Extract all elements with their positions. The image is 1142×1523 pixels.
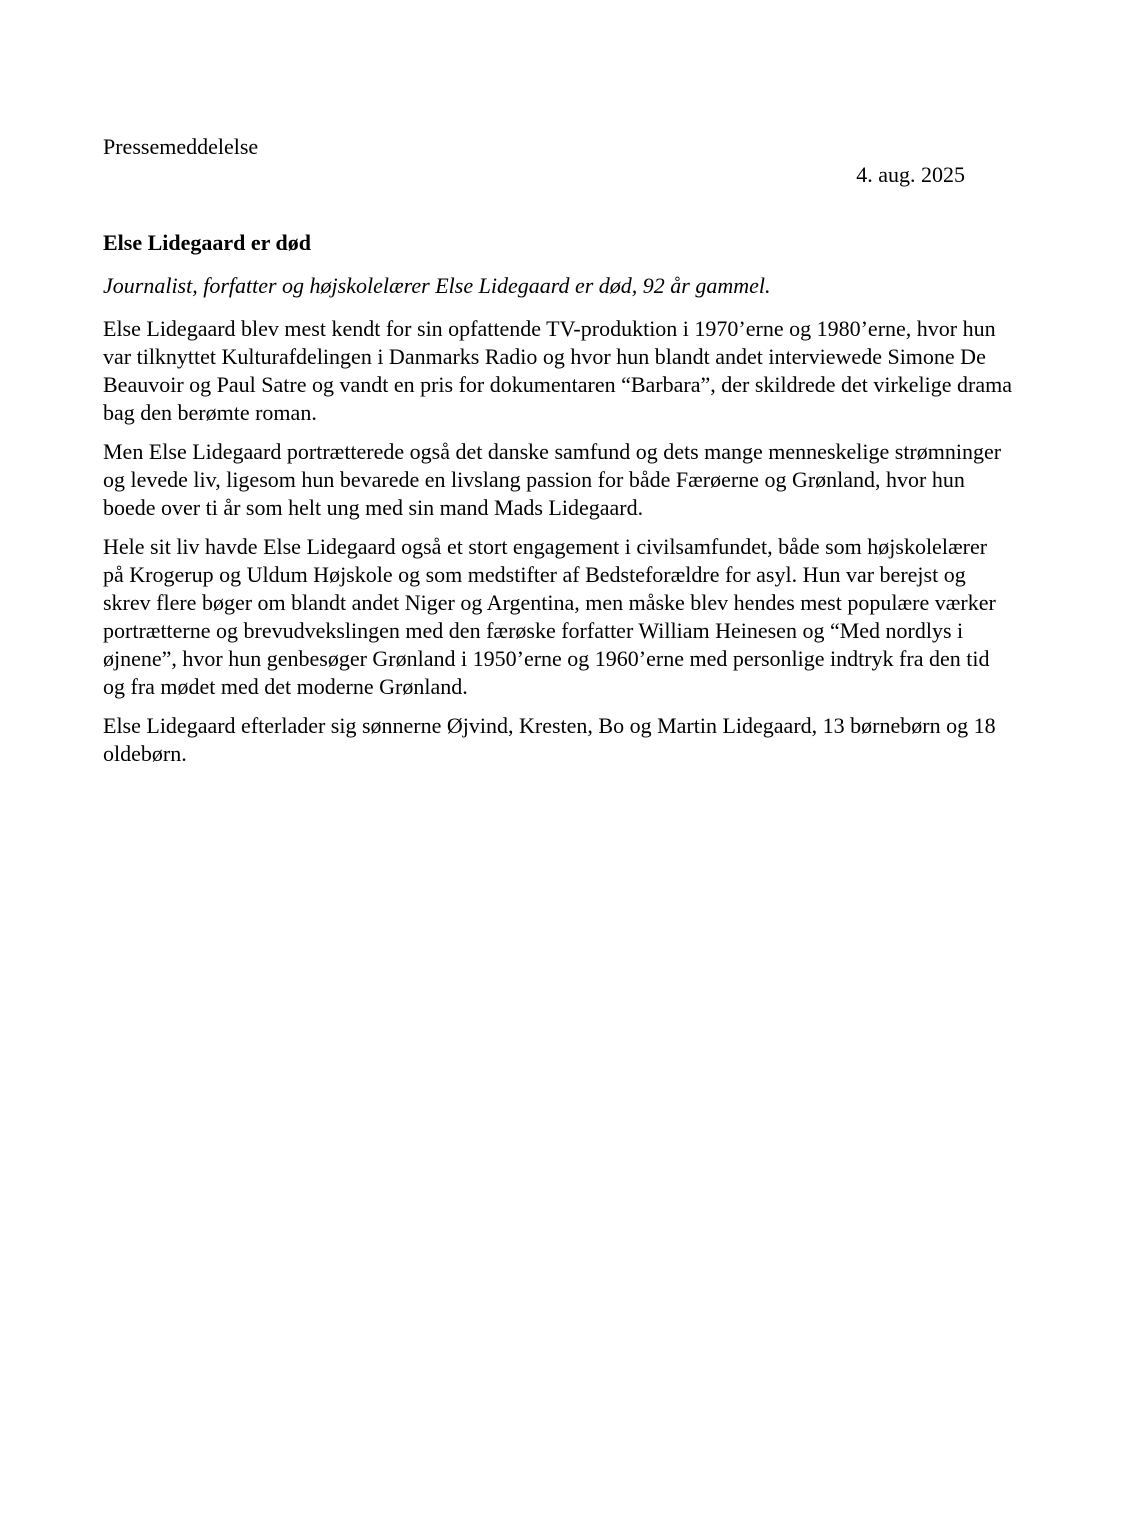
document-lede: Journalist, forfatter og højskolelærer Else Lidegaard er død, 92 år gammel. [103, 273, 771, 298]
document-title: Else Lidegaard er død [103, 230, 312, 255]
body-paragraph: Men Else Lidegaard portrætterede også det danske samfund og dets mange menneskelige strømninger og levede liv, ligesom hun bevarede en livslang passion for både Færøerne og Grønland, hvor hun boede over ti år som helt ung med sin mand Mads Lidegaard. [103, 439, 1002, 520]
body-paragraph: Else Lidegaard efterlader sig sønnerne Øjvind, Kresten, Bo og Martin Lidegaard, 13 børnebørn og 18 oldebørn. [103, 713, 996, 766]
document-kind-label: Pressemeddelelse [103, 134, 259, 159]
body-paragraph: Hele sit liv havde Else Lidegaard også et stort engagement i civilsamfundet, både som højskolelærer på Krogerup og Uldum Højskole og som medstifter af Bedsteforældre for asyl. Hun var berejst og skrev flere bøger om blandt andet Niger og Argentina, men måske blev hendes mest populære værker portrætterne og brevudvekslingen med den færøske forfatter William Heinesen og “Med nordlys i øjnene”, hvor hun genbesøger Grønland i 1950’erne og 1960’erne med personlige indtryk fra den tid og fra mødet med det moderne Grønland. [103, 534, 996, 699]
body-paragraph: Else Lidegaard blev mest kendt for sin opfattende TV-produktion i 1970’erne og 1980’erne, hvor hun var tilknyttet Kulturafdelingen i Danmarks Radio og hvor hun blandt andet interviewede Simone De Beauvoir og Paul Satre og vandt en pris for dokumentaren “Barbara”, der skildrede det virkelige drama bag den berømte roman. [103, 316, 1013, 425]
document-date: 4. aug. 2025 [856, 162, 965, 187]
